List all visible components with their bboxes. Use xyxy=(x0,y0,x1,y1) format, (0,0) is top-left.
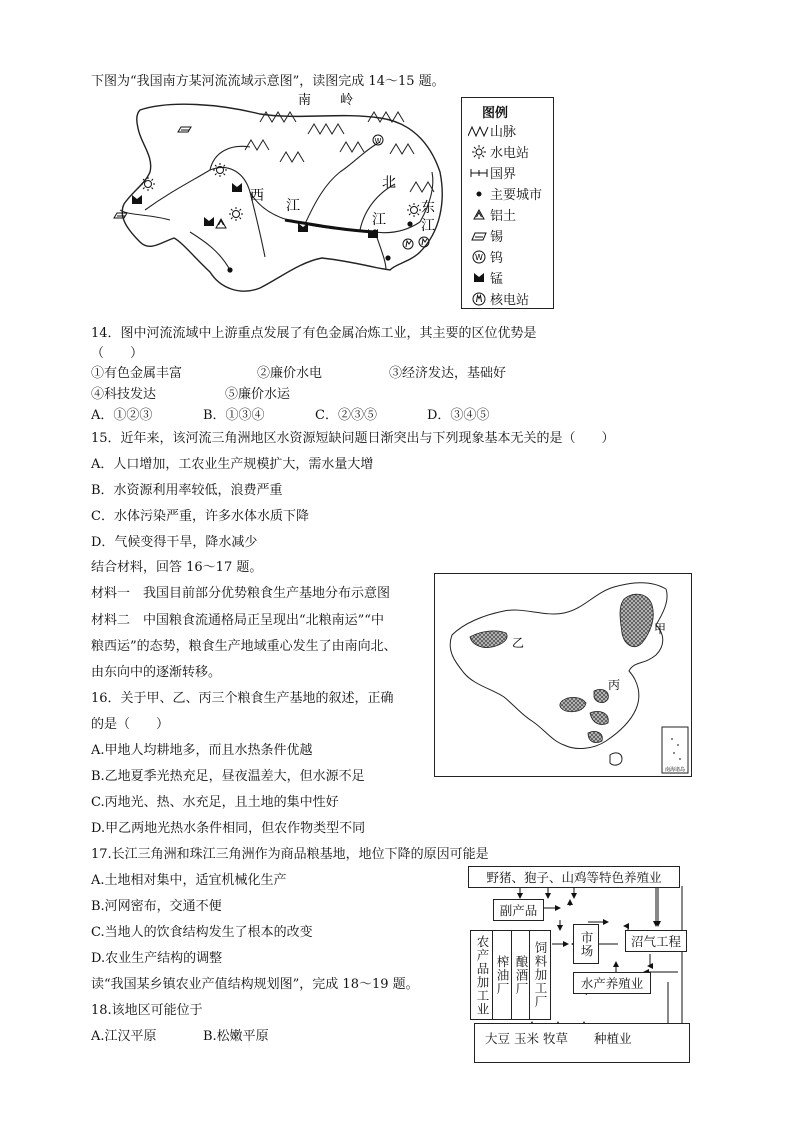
q15-option-b: B．水资源利用率较低，浪费严重 xyxy=(91,483,283,498)
label-nanhai: 南海诸岛 xyxy=(664,767,686,773)
diagram-brewery: 酿酒厂 xyxy=(511,930,531,1020)
q14-choice-b: B．①③④ xyxy=(203,408,265,423)
q17-option-c: C.当地人的饮食结构发生了根本的改变 xyxy=(91,925,313,940)
q14-stem: 14．图中河流流域中上游重点发展了有色金属冶炼工业，其主要的区位优势是 xyxy=(91,326,537,341)
label-bei: 北 xyxy=(382,175,396,191)
tin-icon xyxy=(468,231,490,241)
diagram-crops: 大豆 玉米 牧草 xyxy=(485,1031,568,1046)
q15-option-a: A．人口增加，工农业生产规模扩大，需水量大增 xyxy=(91,457,374,472)
label-nan: 南 xyxy=(298,93,312,108)
legend-item-mountain: 山脉 xyxy=(468,121,516,140)
q14-opt2: ②廉价水电 xyxy=(257,366,323,381)
q18-stem: 18.该地区可能位于 xyxy=(91,1003,203,1018)
label-dong: 东 xyxy=(421,200,435,216)
diagram-biogas: 沼气工程 xyxy=(625,930,687,952)
material-2-line1: 材料二 中国粮食流通格局正呈现出“北粮南运”“中 xyxy=(91,613,384,628)
q16-option-c: C.丙地光、热、水充足，且土地的集中性好 xyxy=(91,795,339,810)
diagram-market: 市场 xyxy=(573,924,599,964)
diagram-special-breeding: 野猪、狍子、山鸡等特色养殖业 xyxy=(468,866,680,888)
diagram-aquaculture: 水产养殖业 xyxy=(573,972,651,994)
q16-stem-line2: 的是（ ） xyxy=(91,717,170,732)
q15-option-c: C．水体污染严重，许多水体水质下降 xyxy=(91,509,309,524)
china-grain-map xyxy=(434,573,692,777)
legend-item-manganese: 锰 xyxy=(468,268,503,287)
manganese-icon xyxy=(468,272,490,283)
legend-item-hydropower: 水电站 xyxy=(468,142,529,161)
nuclear-icon xyxy=(468,292,490,306)
diagram-feed-mill: 饲料加工厂 xyxy=(529,930,551,1020)
material-2-line2: 粮西运”的态势，粮食生产地域重心发生了由南向北、 xyxy=(91,639,397,654)
svg-text:W: W xyxy=(475,252,483,262)
diagram-planting-box xyxy=(474,1023,690,1063)
q14-opt1: ①有色金属丰富 xyxy=(91,366,183,381)
q14-choice-d: D．③④⑤ xyxy=(427,408,490,423)
q17-option-d: D.农业生产结构的调整 xyxy=(91,951,223,966)
q16-option-a: A.甲地人均耕地多，而且水热条件优越 xyxy=(91,743,313,758)
legend-item-tin: 锡 xyxy=(468,226,503,245)
label-jia: 甲 xyxy=(654,622,667,636)
label-xi: 西 xyxy=(250,188,264,204)
map-legend xyxy=(461,97,554,309)
q14-opt5: ⑤廉价水运 xyxy=(225,387,291,402)
material-2-line3: 由东向中的逐渐转移。 xyxy=(91,665,222,680)
legend-item-aluminum: 铝土 xyxy=(468,205,516,224)
legend-item-border: 国界 xyxy=(468,163,516,182)
q17-option-b: B.河网密布，交通不便 xyxy=(91,899,222,914)
q16-option-d: D.甲乙两地光热水条件相同，但农作物类型不同 xyxy=(91,821,366,836)
q15-option-d: D．气候变得干旱，降水减少 xyxy=(91,535,258,550)
q16-17-intro: 结合材料，回答 16～17 题。 xyxy=(91,560,263,575)
q14-choice-a: A．①②③ xyxy=(91,408,153,423)
legend-item-tungsten: W 钨 xyxy=(468,247,503,266)
q16-stem-line1: 16．关于甲、乙、丙三个粮食生产基地的叙述，正确 xyxy=(91,691,394,706)
label-jiang1: 江 xyxy=(286,198,300,214)
legend-item-nuclear: 核电站 xyxy=(468,289,529,308)
diagram-planting: 种植业 xyxy=(593,1031,632,1046)
svg-text:W: W xyxy=(374,137,382,145)
q17-option-a: A.土地相对集中，适宜机械化生产 xyxy=(91,873,287,888)
city-dot-icon xyxy=(468,190,490,198)
legend-item-city: 主要城市 xyxy=(468,184,542,203)
diagram-byproduct: 副产品 xyxy=(493,899,544,921)
q18-option-a: A.江汉平原 xyxy=(91,1029,157,1044)
label-yi: 乙 xyxy=(512,636,525,650)
q18-19-intro: 读“我国某乡镇农业产值结构规划图”，完成 18～19 题。 xyxy=(91,977,419,992)
tungsten-icon xyxy=(468,250,490,264)
q14-opt3: ③经济发达，基础好 xyxy=(389,366,507,381)
label-jiang3: 江 xyxy=(421,218,435,234)
q15-stem: 15．近年来，该河流三角洲地区水资源短缺问题日渐突出与下列现象基本无关的是（ ） xyxy=(91,431,615,446)
aluminum-icon xyxy=(468,209,490,220)
diagram-oil-mill: 榨油厂 xyxy=(492,930,512,1020)
legend-title: 图例 xyxy=(482,106,509,121)
river-basin-map xyxy=(110,92,460,307)
label-jiang2: 江 xyxy=(372,212,386,228)
q14-paren: （ ） xyxy=(91,346,144,361)
q17-stem: 17.长江三角洲和珠江三角洲作为商品粮基地，地位下降的原因可能是 xyxy=(91,847,489,862)
diagram-agri-processing: 农产品加工业 xyxy=(470,930,494,1020)
q14-choice-c: C．②③⑤ xyxy=(315,408,377,423)
q16-option-b: B.乙地夏季光热充足，昼夜温差大，但水源不足 xyxy=(91,769,365,784)
label-ling: 岭 xyxy=(340,93,354,108)
q14-15-intro: 下图为“我国南方某河流流域示意图”，读图完成 14～15 题。 xyxy=(91,74,445,89)
border-icon xyxy=(468,168,490,178)
q18-option-b: B.松嫩平原 xyxy=(203,1029,269,1044)
hydropower-icon xyxy=(468,145,490,159)
label-bing: 丙 xyxy=(608,678,621,692)
material-1: 材料一 我国目前部分优势粮食生产基地分布示意图 xyxy=(91,586,391,601)
q14-opt4: ④科技发达 xyxy=(91,387,157,402)
mountain-icon xyxy=(468,125,490,137)
